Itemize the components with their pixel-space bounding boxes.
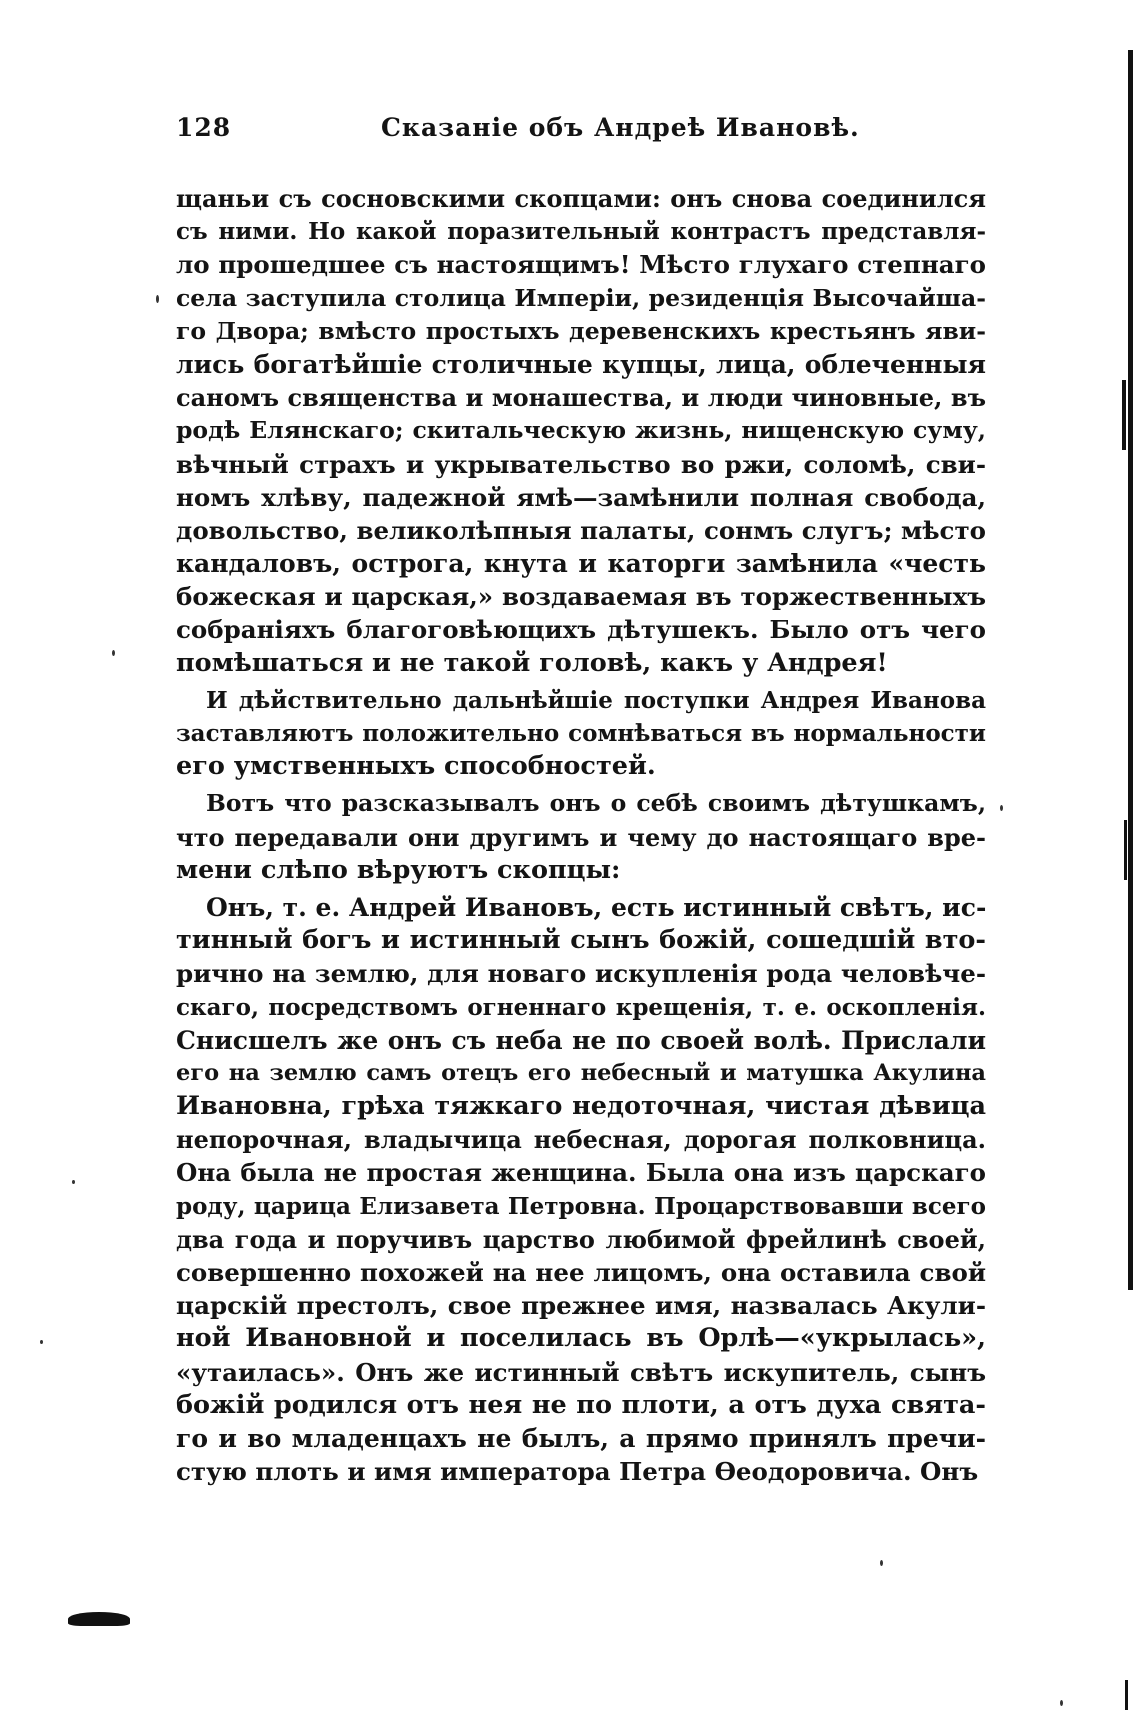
paragraph bbox=[176, 182, 986, 680]
text-line: родѣ Елянскаго; скитальческую жизнь, нищенскую суму, bbox=[176, 416, 986, 445]
text-line: божій родился отъ нея не по плоти, а отъ духа свята- bbox=[176, 1389, 986, 1420]
page-number: 128 bbox=[176, 113, 232, 142]
text-line: роду, царица Елизавета Петровна. Процарствовавши всего bbox=[176, 1192, 986, 1220]
text-line: тинный богъ и истинный сынъ божій, сошедшій вто- bbox=[176, 925, 986, 956]
scan-edge-mark bbox=[1125, 1680, 1128, 1710]
text-line: лись богатѣйшіе столичные купцы, лица, облеченныя bbox=[176, 349, 986, 379]
running-head bbox=[176, 113, 986, 153]
text-line: Снисшелъ же онъ съ неба не по своей волѣ. Прислали bbox=[176, 1025, 986, 1055]
scan-speck bbox=[40, 1340, 43, 1344]
text-line: Вотъ что разсказывалъ онъ о себѣ своимъ дѣтушкамъ, bbox=[206, 789, 986, 818]
text-line: Ивановна, грѣха тяжкаго недоточная, чистая дѣвица bbox=[176, 1091, 986, 1122]
scan-speck bbox=[1000, 805, 1003, 811]
scan-edge-bar bbox=[1128, 50, 1133, 1290]
text-line: го и во младенцахъ не былъ, а прямо принялъ пречи- bbox=[176, 1423, 986, 1453]
text-line: непорочная, владычица небесная, дорогая полковница. bbox=[176, 1125, 986, 1155]
text-line: довольство, великолѣпныя палаты, сонмъ слугъ; мѣсто bbox=[176, 515, 986, 545]
text-line: собраніяхъ благоговѣющихъ дѣтушекъ. Было отъ чего bbox=[176, 615, 986, 645]
text-line: божеская и царская,» воздаваемая въ торжественныхъ bbox=[176, 582, 986, 612]
paragraph bbox=[176, 891, 986, 1488]
text-line: кандаловъ, острога, кнута и каторги замѣнила «честь bbox=[176, 549, 986, 579]
scan-edge-mark bbox=[1122, 380, 1126, 450]
text-line: стую плоть и имя императора Петра Ѳеодоровича. Онъ bbox=[176, 1457, 979, 1487]
text-line: его на землю самъ отецъ его небесный и матушка Акулина bbox=[176, 1059, 986, 1086]
text-line: ло прошедшее съ настоящимъ! Мѣсто глухаго степнаго bbox=[176, 250, 986, 280]
text-line: го Двора; вмѣсто простыхъ деревенскихъ крестьянъ яви- bbox=[176, 316, 986, 345]
paragraph bbox=[176, 684, 986, 784]
body-text bbox=[176, 182, 986, 1488]
scan-speck bbox=[112, 650, 115, 656]
text-line: его умственныхъ способностей. bbox=[176, 751, 656, 782]
text-line: саномъ священства и монашества, и люди чиновные, въ bbox=[176, 383, 986, 413]
text-line: мени слѣпо вѣруютъ скопцы: bbox=[176, 854, 621, 885]
text-line: царскій престолъ, свое прежнее имя, назвалась Акули- bbox=[176, 1291, 986, 1321]
text-line: два года и поручивъ царство любимой фрейлинѣ своей, bbox=[176, 1224, 986, 1254]
text-line: Онъ, т. е. Андрей Ивановъ, есть истинный свѣтъ, ис- bbox=[206, 892, 987, 922]
text-line: скаго, посредствомъ огненнаго крещенія, т. е. оскопленія. bbox=[176, 993, 986, 1021]
paragraph bbox=[176, 787, 986, 887]
scan-speck bbox=[72, 1180, 75, 1184]
text-line: что передавали они другимъ и чему до настоящаго вре- bbox=[176, 822, 986, 852]
text-line: съ ними. Но какой поразительный контрастъ представля- bbox=[176, 218, 986, 246]
text-line: Она была не простая женщина. Была она изъ царскаго bbox=[176, 1158, 986, 1188]
text-line: И дѣйствительно дальнѣйшіе поступки Андрея Иванова bbox=[206, 686, 986, 714]
scan-edge-mark bbox=[1124, 820, 1127, 880]
scan-speck bbox=[880, 1560, 883, 1566]
scan-speck bbox=[1060, 1700, 1063, 1706]
text-line: рично на землю, для новаго искупленія рода человѣче- bbox=[176, 959, 986, 989]
ink-smudge bbox=[68, 1612, 130, 1626]
text-line: номъ хлѣву, падежной ямѣ—замѣнили полная свобода, bbox=[176, 482, 986, 512]
scan-speck bbox=[156, 295, 159, 303]
text-line: щаньи съ сосновскими скопцами: онъ снова соединился bbox=[176, 184, 986, 213]
text-line: помѣшаться и не такой головѣ, какъ у Андрея! bbox=[176, 647, 888, 678]
text-line: совершенно похожей на нее лицомъ, она оставила свой bbox=[176, 1258, 986, 1287]
text-line: ной Ивановной и поселилась въ Орлѣ—«укрылась», bbox=[176, 1323, 986, 1354]
running-title: Сказаніе объ Андреѣ Ивановѣ. bbox=[381, 113, 860, 142]
text-line: вѣчный страхъ и укрывательство во ржи, соломѣ, сви- bbox=[176, 449, 986, 479]
text-line: села заступила столица Имперіи, резиденція Высочайша- bbox=[176, 283, 986, 312]
text-line: заставляютъ положительно сомнѣваться въ нормальности bbox=[176, 720, 986, 747]
text-line: «утаилась». Онъ же истинный свѣтъ искупитель, сынъ bbox=[176, 1357, 986, 1387]
